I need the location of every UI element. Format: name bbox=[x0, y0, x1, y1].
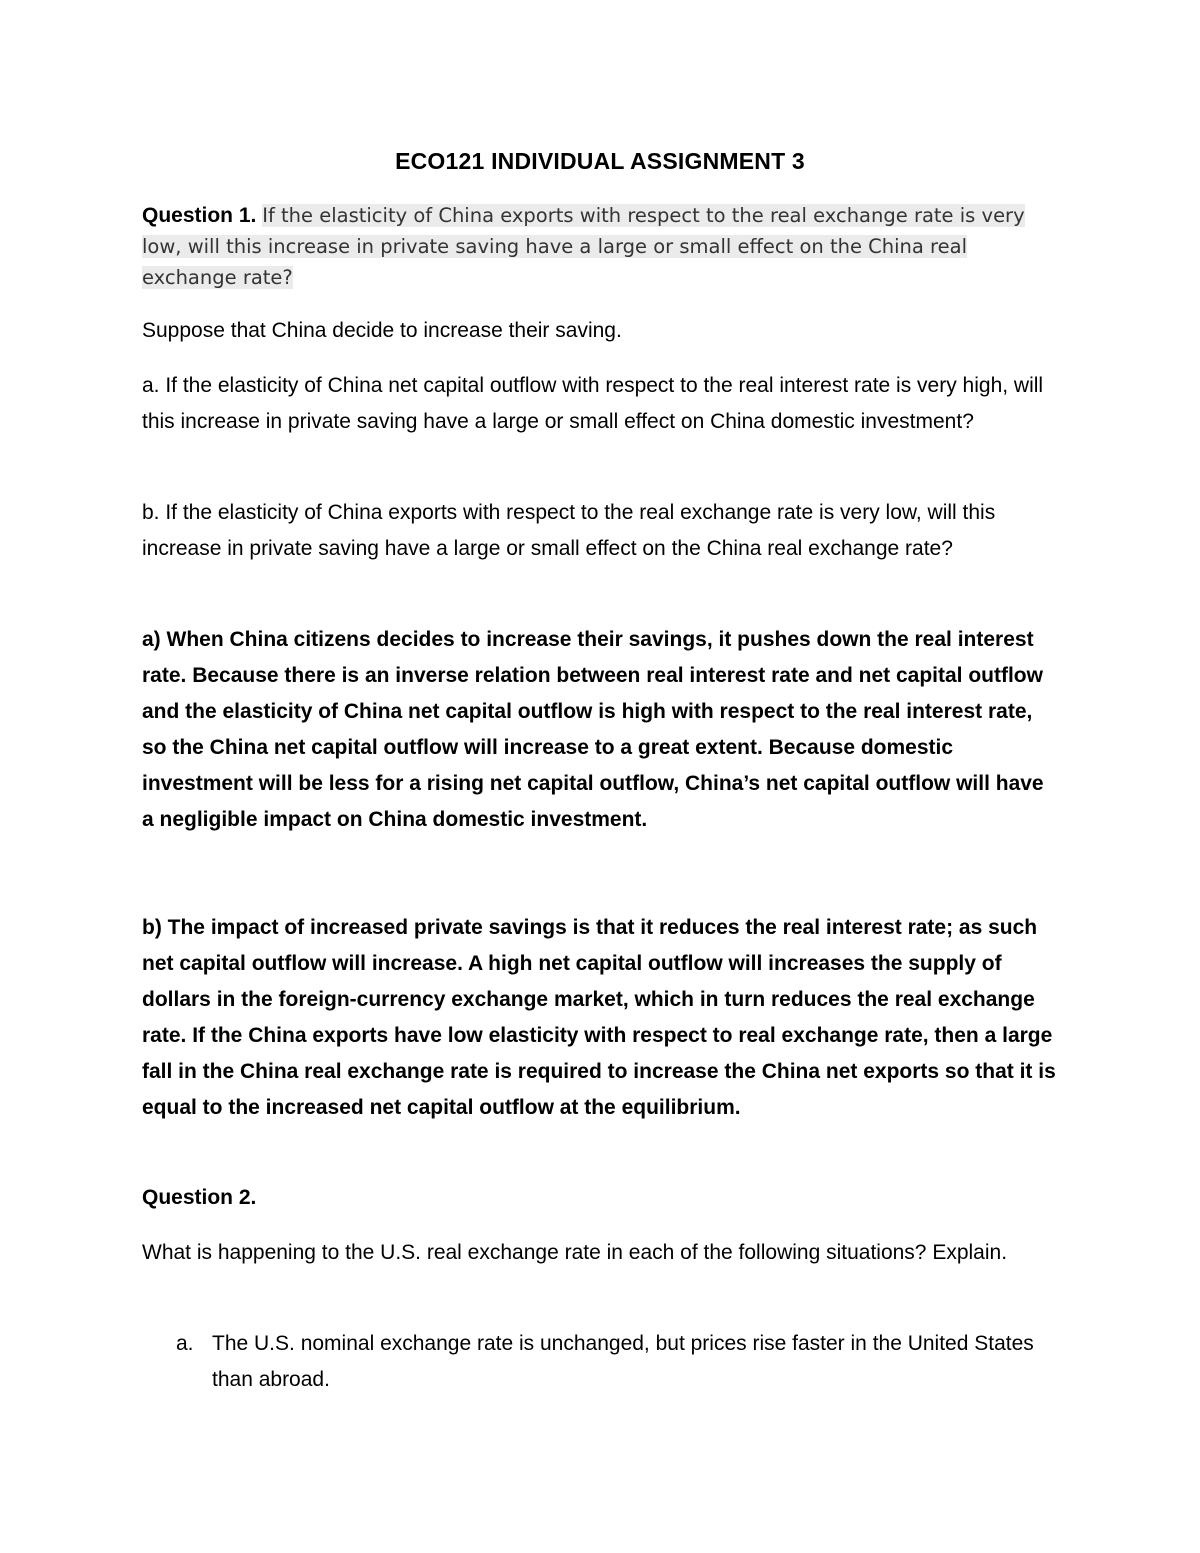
list-item bbox=[142, 1326, 1057, 1398]
document-title: ECO121 INDIVIDUAL ASSIGNMENT 3 bbox=[395, 148, 805, 174]
intro-paragraph: Suppose that China decide to increase their saving. bbox=[142, 319, 622, 342]
question-2-list bbox=[142, 1326, 1057, 1398]
question-2-prompt: What is happening to the U.S. real exchange rate in each of the following situations? Explain. bbox=[142, 1241, 1008, 1264]
question-1 bbox=[142, 200, 1057, 293]
question-2-label: Question 2. bbox=[142, 1186, 257, 1209]
part-b-question: b. If the elasticity of China exports with respect to the real exchange rate is very low, will this increase in private saving have a large or small effect on the China real exchange rate? bbox=[142, 501, 996, 560]
list-item-text: The U.S. nominal exchange rate is unchanged, but prices rise faster in the United States than abroad. bbox=[212, 1332, 1034, 1391]
list-item-marker: a. bbox=[176, 1332, 194, 1355]
answer-b: b) The impact of increased private savings is that it reduces the real interest rate; as such net capital outflow will increase. A high net capital outflow will increases the supply of dollars in the foreign-currency exchange market, which in turn reduces the real exchange rate. If the China exports have low elasticity with respect to real exchange rate, then a large fall in the China real exchange rate is required to increase the China net exports so that it is equal to the increased net capital outflow at the equilibrium. bbox=[142, 916, 1056, 1119]
part-a-question: a. If the elasticity of China net capital outflow with respect to the real interest rate is very high, will this increase in private saving have a large or small effect on China domestic investment? bbox=[142, 374, 1044, 433]
answer-a: a) When China citizens decides to increase their savings, it pushes down the real interest rate. Because there is an inverse relation between real interest rate and net capital outflow and the elasticity of China net capital outflow is high with respect to the real interest rate, so the China net capital outflow will increase to a great extent. Because domestic investment will be less for a rising net capital outflow, China’s net capital outflow will have a negligible impact on China domestic investment. bbox=[142, 628, 1044, 831]
question-1-highlighted-text: If the elasticity of China exports with respect to the real exchange rate is very low, will this increase in private saving have a large or small effect on the China real exchange rate? bbox=[142, 204, 1025, 289]
question-1-label: Question 1. bbox=[142, 204, 257, 227]
